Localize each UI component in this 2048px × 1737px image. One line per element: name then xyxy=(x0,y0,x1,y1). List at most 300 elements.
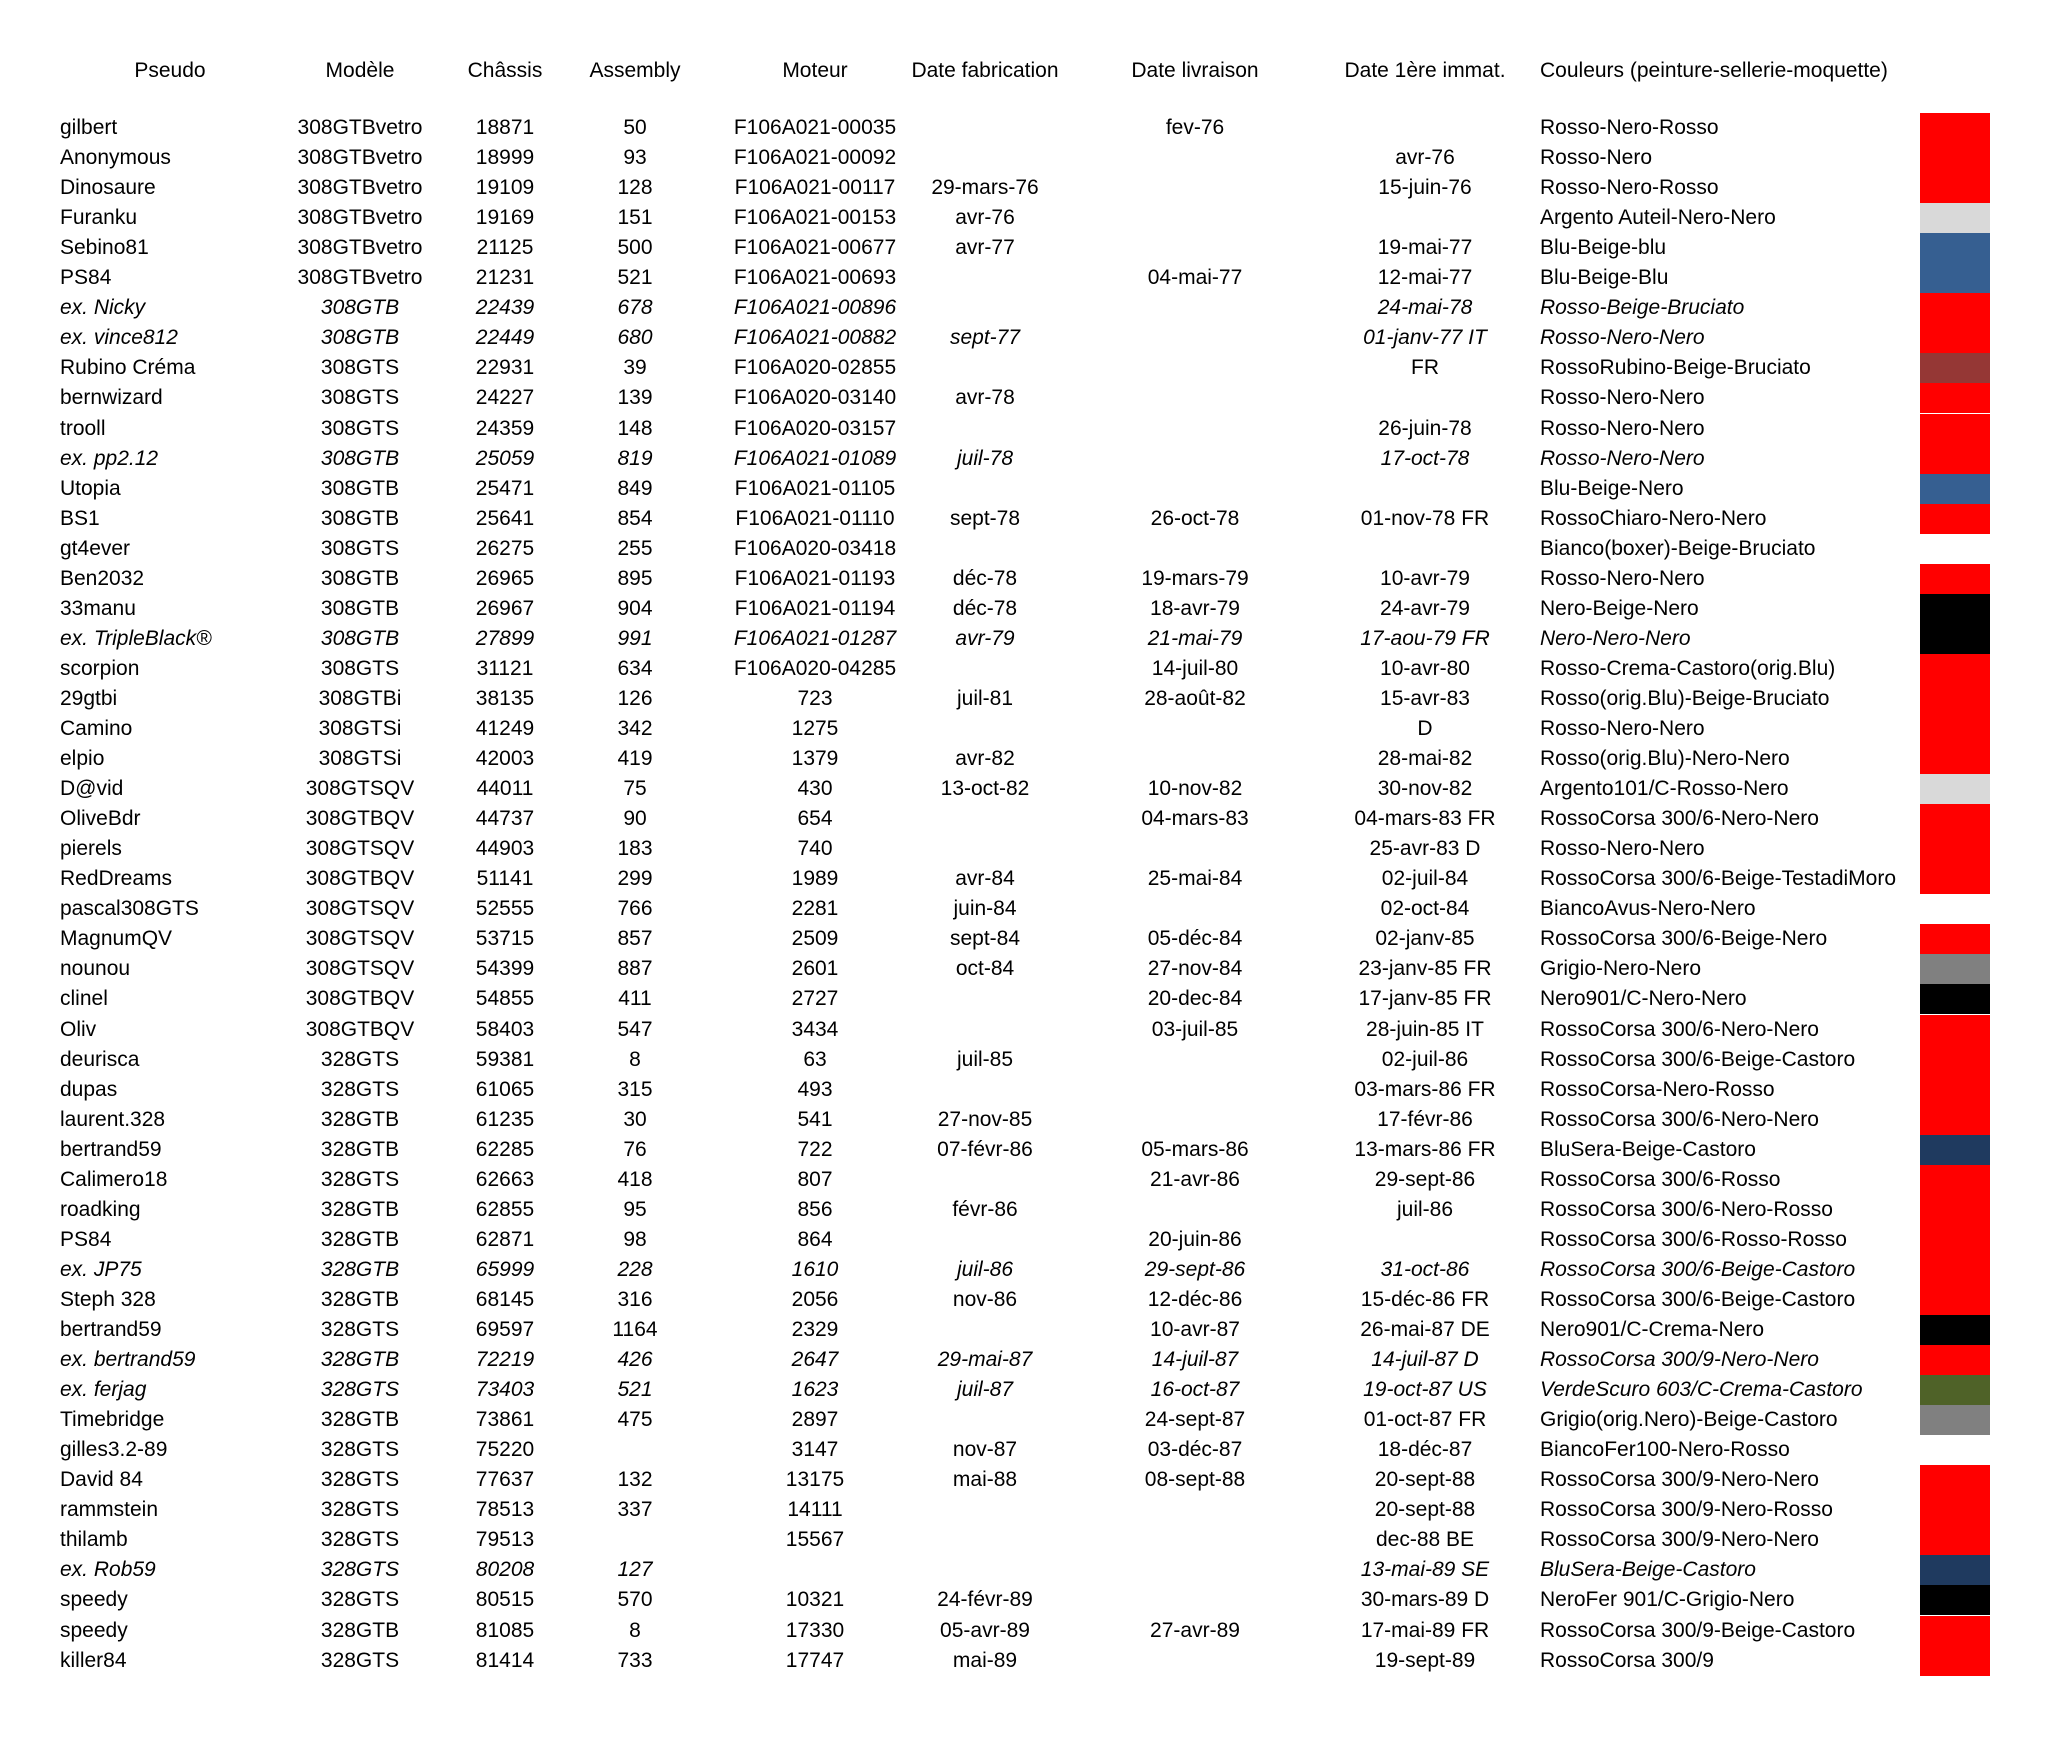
cell-fabrication: 24-févr-89 xyxy=(937,1588,1033,1612)
table-row xyxy=(0,263,2048,293)
cell-modele: 308GTSQV xyxy=(305,777,415,801)
cell-livraison: 08-sept-88 xyxy=(1144,1468,1246,1492)
table-row xyxy=(0,1495,2048,1525)
cell-fabrication: juil-86 xyxy=(956,1257,1014,1281)
cell-moteur: 1610 xyxy=(791,1257,839,1281)
cell-livraison: 10-nov-82 xyxy=(1147,777,1243,801)
cell-assembly: 547 xyxy=(617,1017,653,1041)
table-row xyxy=(0,1555,2048,1585)
cell-chassis: 52555 xyxy=(475,897,535,921)
table-row xyxy=(0,984,2048,1014)
cell-immat: 17-févr-86 xyxy=(1377,1107,1473,1131)
cell-immat xyxy=(1310,534,1540,564)
cell-livraison xyxy=(1100,143,1290,173)
cell-pseudo: Utopia xyxy=(60,476,121,500)
cell-assembly: 819 xyxy=(617,446,653,470)
cell-chassis: 73403 xyxy=(475,1378,535,1402)
cell-pseudo: MagnumQV xyxy=(60,927,173,951)
cell-chassis: 44011 xyxy=(476,777,534,801)
cell-modele: 308GTBQV xyxy=(305,807,415,831)
table-row xyxy=(0,1465,2048,1495)
cell-fabrication xyxy=(890,353,1080,383)
table-row xyxy=(0,774,2048,804)
cell-chassis: 77637 xyxy=(475,1468,535,1492)
cell-immat: 28-mai-82 xyxy=(1377,747,1473,771)
cell-assembly xyxy=(575,1525,695,1555)
cell-assembly: 8 xyxy=(629,1618,641,1642)
cell-moteur: 541 xyxy=(797,1107,833,1131)
cell-fabrication xyxy=(890,1405,1080,1435)
color-swatch xyxy=(1920,834,1990,864)
cell-couleurs: RossoCorsa 300/6-Beige-Castoro xyxy=(1540,1047,1856,1071)
cell-fabrication xyxy=(890,534,1080,564)
cell-livraison: 03-juil-85 xyxy=(1151,1017,1239,1041)
cell-modele: 328GTB xyxy=(320,1257,400,1281)
cell-assembly: 128 xyxy=(617,176,653,200)
cell-immat: 01-oct-87 FR xyxy=(1363,1408,1487,1432)
cell-modele: 328GTS xyxy=(320,1378,400,1402)
cell-couleurs: RossoCorsa 300/6-Rosso-Rosso xyxy=(1540,1227,1847,1251)
cell-modele: 328GTB xyxy=(320,1137,400,1161)
cell-chassis: 62855 xyxy=(475,1197,535,1221)
cell-pseudo: ex. TripleBlack® xyxy=(60,626,212,650)
table-row xyxy=(0,654,2048,684)
cell-pseudo: ex. Nicky xyxy=(60,296,146,320)
cell-assembly: 8 xyxy=(629,1047,641,1071)
table-row xyxy=(0,1435,2048,1465)
cell-immat: 03-mars-86 FR xyxy=(1354,1077,1496,1101)
color-swatch xyxy=(1920,1105,1990,1135)
cell-modele: 328GTB xyxy=(320,1227,400,1251)
cell-modele: 308GTSi xyxy=(318,747,402,771)
cell-moteur: 807 xyxy=(797,1167,833,1191)
cell-fabrication: juil-81 xyxy=(956,686,1014,710)
cell-moteur: 864 xyxy=(797,1227,833,1251)
cell-fabrication xyxy=(890,474,1080,504)
cell-pseudo: ex. ferjag xyxy=(60,1378,147,1402)
cell-modele: 308GTBvetro xyxy=(297,206,423,230)
cell-fabrication: déc-78 xyxy=(952,596,1018,620)
cell-chassis: 21231 xyxy=(475,266,535,290)
cell-immat: 30-mars-89 D xyxy=(1360,1588,1490,1612)
cell-immat: 17-oct-78 xyxy=(1380,446,1470,470)
cell-assembly: 255 xyxy=(617,536,653,560)
table-row xyxy=(0,383,2048,413)
cell-pseudo: clinel xyxy=(60,987,108,1011)
color-swatch xyxy=(1920,1616,1990,1646)
cell-modele: 308GTS xyxy=(320,386,400,410)
color-swatch xyxy=(1920,1285,1990,1315)
cell-modele: 308GTSQV xyxy=(305,897,415,921)
cell-immat xyxy=(1310,383,1540,413)
cell-couleurs: RossoCorsa 300/9-Nero-Nero xyxy=(1540,1348,1819,1372)
cell-immat: 24-avr-79 xyxy=(1380,596,1470,620)
cell-fabrication: sept-84 xyxy=(949,927,1021,951)
cell-livraison: 05-déc-84 xyxy=(1147,927,1243,951)
cell-pseudo: bertrand59 xyxy=(60,1137,162,1161)
cell-moteur: 3434 xyxy=(791,1017,839,1041)
cell-couleurs: RossoRubino-Beige-Bruciato xyxy=(1540,356,1811,380)
table-row xyxy=(0,444,2048,474)
cell-modele: 328GTB xyxy=(320,1107,400,1131)
cell-assembly: 570 xyxy=(617,1588,653,1612)
cell-fabrication: juil-87 xyxy=(956,1378,1014,1402)
cell-assembly: 733 xyxy=(617,1648,653,1672)
cell-livraison: 24-sept-87 xyxy=(1144,1408,1246,1432)
color-swatch xyxy=(1920,1315,1990,1345)
cell-couleurs: Blu-Beige-Blu xyxy=(1540,266,1669,290)
cell-modele: 308GTB xyxy=(320,446,400,470)
cell-assembly: 299 xyxy=(617,867,653,891)
cell-assembly: 887 xyxy=(617,957,653,981)
cell-modele: 308GTB xyxy=(320,326,400,350)
cell-livraison xyxy=(1100,1646,1290,1676)
cell-moteur: 2329 xyxy=(791,1318,839,1341)
cell-livraison: 16-oct-87 xyxy=(1150,1378,1240,1402)
cell-immat: 02-juil-84 xyxy=(1381,867,1469,891)
cell-assembly xyxy=(575,1435,695,1465)
cell-chassis: 62285 xyxy=(475,1137,535,1161)
color-swatch xyxy=(1920,353,1990,383)
cell-modele: 328GTS xyxy=(320,1528,400,1552)
color-swatch xyxy=(1920,1525,1990,1555)
cell-fabrication: juin-84 xyxy=(953,897,1017,921)
cell-modele: 308GTSQV xyxy=(305,837,415,861)
cell-couleurs: RossoCorsa 300/6-Beige-TestadiMoro xyxy=(1540,867,1897,891)
cell-modele: 308GTBvetro xyxy=(297,146,423,170)
cell-moteur: 10321 xyxy=(785,1588,845,1612)
cell-couleurs: Rosso-Nero-Nero xyxy=(1540,416,1705,440)
cell-moteur: F106A020-03157 xyxy=(733,416,897,440)
cell-chassis: 38135 xyxy=(475,686,535,710)
cell-couleurs: Rosso-Nero xyxy=(1540,146,1653,170)
cell-fabrication: avr-84 xyxy=(955,867,1015,891)
table-row xyxy=(0,1225,2048,1255)
cell-moteur: 856 xyxy=(797,1197,833,1221)
cell-chassis: 75220 xyxy=(475,1438,535,1462)
cell-immat: 02-juil-86 xyxy=(1381,1047,1469,1071)
cell-livraison xyxy=(1100,1045,1290,1075)
cell-assembly: 148 xyxy=(617,416,653,440)
table-row xyxy=(0,293,2048,323)
color-swatch xyxy=(1920,654,1990,684)
cell-modele: 308GTBQV xyxy=(305,987,415,1011)
color-swatch xyxy=(1920,894,1990,924)
cell-couleurs: RossoCorsa-Nero-Rosso xyxy=(1540,1077,1775,1101)
cell-assembly: 426 xyxy=(617,1348,653,1372)
cell-moteur: 2897 xyxy=(791,1408,839,1432)
column-header-pseudo: Pseudo xyxy=(134,59,206,82)
cell-assembly: 678 xyxy=(617,296,653,320)
table-row xyxy=(0,804,2048,834)
cell-couleurs: Rosso-Nero-Nero xyxy=(1540,566,1705,590)
cell-pseudo: Camino xyxy=(60,717,133,740)
cell-pseudo: roadking xyxy=(60,1197,141,1221)
cell-livraison xyxy=(1100,834,1290,864)
cell-livraison: 18-avr-79 xyxy=(1150,596,1240,620)
cell-livraison xyxy=(1100,414,1290,444)
cell-pseudo: scorpion xyxy=(60,656,140,680)
cell-modele: 308GTBvetro xyxy=(297,116,423,139)
color-swatch xyxy=(1920,143,1990,173)
cell-moteur: F106A020-03418 xyxy=(733,536,897,560)
cell-pseudo: thilamb xyxy=(60,1528,128,1552)
cell-chassis: 65999 xyxy=(475,1257,535,1281)
cell-immat: 15-déc-86 FR xyxy=(1360,1287,1490,1311)
cell-modele: 328GTB xyxy=(320,1197,400,1221)
cell-pseudo: speedy xyxy=(60,1588,128,1612)
cell-fabrication xyxy=(890,804,1080,834)
cell-couleurs: BiancoFer100-Nero-Rosso xyxy=(1540,1438,1790,1462)
color-swatch xyxy=(1920,1015,1990,1045)
table-row xyxy=(0,1525,2048,1555)
cell-modele: 328GTS xyxy=(320,1648,400,1672)
cell-fabrication: 13-oct-82 xyxy=(940,777,1030,801)
cell-fabrication xyxy=(890,113,1080,143)
cell-pseudo: Steph 328 xyxy=(60,1287,156,1311)
cell-modele: 308GTB xyxy=(320,296,400,320)
cell-immat: 13-mai-89 SE xyxy=(1360,1558,1490,1582)
color-swatch xyxy=(1920,1345,1990,1375)
cell-immat: 20-sept-88 xyxy=(1374,1498,1476,1522)
cell-livraison: 25-mai-84 xyxy=(1147,867,1243,891)
cell-fabrication xyxy=(890,1315,1080,1345)
cell-assembly: 521 xyxy=(617,266,653,290)
cell-assembly: 849 xyxy=(617,476,653,500)
cell-livraison: 27-avr-89 xyxy=(1150,1618,1240,1642)
color-swatch xyxy=(1920,744,1990,774)
cell-pseudo: 29gtbi xyxy=(60,686,118,710)
cell-moteur: 63 xyxy=(803,1047,827,1071)
cell-livraison: 29-sept-86 xyxy=(1144,1257,1246,1281)
cell-assembly: 127 xyxy=(617,1558,653,1582)
cell-pseudo: laurent.328 xyxy=(60,1107,166,1131)
cell-moteur: 15567 xyxy=(785,1528,845,1552)
cell-immat: 14-juil-87 D xyxy=(1371,1348,1479,1372)
cell-fabrication xyxy=(890,714,1080,744)
table-row xyxy=(0,1105,2048,1135)
cell-moteur: 723 xyxy=(797,686,833,710)
cell-livraison xyxy=(1100,173,1290,203)
cell-livraison: 28-août-82 xyxy=(1144,686,1246,710)
color-swatch xyxy=(1920,263,1990,293)
cell-chassis: 62663 xyxy=(475,1167,535,1191)
column-header-chassis: Châssis xyxy=(467,59,543,82)
cell-immat: dec-88 BE xyxy=(1375,1528,1475,1552)
cell-chassis: 78513 xyxy=(475,1498,535,1522)
cell-pseudo: 33manu xyxy=(60,596,136,620)
cell-moteur: F106A020-03140 xyxy=(733,386,897,410)
table-row xyxy=(0,954,2048,984)
cell-immat: 23-janv-85 FR xyxy=(1358,957,1492,981)
cell-livraison: 20-juin-86 xyxy=(1148,1227,1242,1251)
cell-chassis: 22931 xyxy=(475,356,535,380)
column-header-modele: Modèle xyxy=(325,59,395,82)
cell-immat: 19-mai-77 xyxy=(1377,236,1473,260)
table-row xyxy=(0,414,2048,444)
cell-moteur: 17747 xyxy=(785,1648,845,1672)
color-swatch xyxy=(1920,444,1990,474)
table-row xyxy=(0,1285,2048,1315)
cell-couleurs: Bianco(boxer)-Beige-Bruciato xyxy=(1540,536,1816,560)
cell-assembly: 418 xyxy=(617,1167,653,1191)
cell-livraison xyxy=(1100,1105,1290,1135)
cell-couleurs: Rosso-Nero-Nero xyxy=(1540,386,1705,410)
table-row xyxy=(0,1045,2048,1075)
cell-couleurs: Rosso-Nero-Nero xyxy=(1540,837,1705,861)
cell-immat: 17-janv-85 FR xyxy=(1358,987,1492,1011)
color-swatch xyxy=(1920,203,1990,233)
table-row xyxy=(0,564,2048,594)
cell-immat: 17-aou-79 FR xyxy=(1360,626,1490,650)
color-swatch xyxy=(1920,113,1990,143)
color-swatch xyxy=(1920,864,1990,894)
cell-fabrication: juil-85 xyxy=(956,1047,1014,1071)
cell-assembly: 50 xyxy=(623,116,647,139)
cell-chassis: 24359 xyxy=(475,416,535,440)
cell-fabrication xyxy=(890,1165,1080,1195)
cell-fabrication: mai-88 xyxy=(952,1468,1018,1492)
cell-assembly: 228 xyxy=(617,1257,653,1281)
cell-chassis: 22439 xyxy=(475,296,535,320)
color-swatch xyxy=(1920,714,1990,744)
cell-chassis: 61065 xyxy=(475,1077,535,1101)
cell-fabrication: sept-77 xyxy=(949,326,1021,350)
cell-immat: 26-mai-87 DE xyxy=(1360,1318,1490,1341)
cell-couleurs: RossoChiaro-Nero-Nero xyxy=(1540,506,1767,530)
cell-fabrication: avr-78 xyxy=(955,386,1015,410)
cell-pseudo: ex. bertrand59 xyxy=(60,1348,196,1372)
cell-assembly: 634 xyxy=(617,656,653,680)
cell-livraison: 27-nov-84 xyxy=(1147,957,1243,981)
cell-chassis: 79513 xyxy=(475,1528,535,1552)
cell-couleurs: NeroFer 901/C-Grigio-Nero xyxy=(1540,1588,1795,1612)
cell-moteur: 14111 xyxy=(787,1498,843,1522)
cell-pseudo: deurisca xyxy=(60,1047,140,1071)
cell-fabrication xyxy=(890,1075,1080,1105)
table-row xyxy=(0,1135,2048,1165)
cell-chassis: 80515 xyxy=(475,1588,535,1612)
cell-moteur: 1275 xyxy=(791,717,839,740)
cell-pseudo: speedy xyxy=(60,1618,128,1642)
cell-pseudo: Oliv xyxy=(60,1017,97,1041)
cell-couleurs: RossoCorsa 300/9-Nero-Rosso xyxy=(1540,1498,1833,1522)
cell-livraison xyxy=(1100,293,1290,323)
cell-pseudo: Timebridge xyxy=(60,1408,165,1432)
cell-moteur: 13175 xyxy=(785,1468,845,1492)
cell-couleurs: Nero901/C-Crema-Nero xyxy=(1540,1318,1765,1341)
cell-immat: 15-juin-76 xyxy=(1378,176,1472,200)
cell-immat xyxy=(1310,1225,1540,1255)
cell-fabrication xyxy=(890,834,1080,864)
cell-assembly: 411 xyxy=(618,987,652,1011)
cell-modele: 328GTB xyxy=(320,1348,400,1372)
cell-chassis: 19109 xyxy=(475,176,535,200)
table-row xyxy=(0,534,2048,564)
cell-fabrication: nov-87 xyxy=(952,1438,1018,1462)
cell-pseudo: Rubino Créma xyxy=(60,356,196,380)
cell-pseudo: OliveBdr xyxy=(60,807,141,831)
cell-fabrication: nov-86 xyxy=(952,1287,1018,1311)
color-swatch xyxy=(1920,1495,1990,1525)
cell-moteur: F106A021-00677 xyxy=(733,236,897,260)
table-row xyxy=(0,1375,2048,1405)
cell-couleurs: BluSera-Beige-Castoro xyxy=(1540,1558,1756,1582)
color-swatch xyxy=(1920,504,1990,534)
cell-immat: 31-oct-86 xyxy=(1380,1257,1470,1281)
cell-immat: 19-oct-87 US xyxy=(1363,1378,1487,1402)
cell-immat: 10-avr-79 xyxy=(1380,566,1470,590)
cell-modele: 328GTS xyxy=(320,1558,400,1582)
color-swatch xyxy=(1920,383,1990,413)
cell-chassis: 73861 xyxy=(475,1408,535,1432)
cell-assembly: 342 xyxy=(617,717,653,740)
cell-modele: 308GTSQV xyxy=(305,957,415,981)
cell-pseudo: David 84 xyxy=(60,1468,143,1492)
cell-fabrication xyxy=(890,1555,1080,1585)
cell-pseudo: D@vid xyxy=(60,777,124,801)
cell-fabrication xyxy=(890,1495,1080,1525)
cell-livraison xyxy=(1100,534,1290,564)
cell-fabrication: 29-mars-76 xyxy=(931,176,1039,200)
cell-pseudo: pascal308GTS xyxy=(60,897,199,921)
cell-immat: 30-nov-82 xyxy=(1377,777,1473,801)
color-swatch xyxy=(1920,1135,1990,1165)
cell-couleurs: RossoCorsa 300/9-Nero-Nero xyxy=(1540,1528,1819,1552)
cell-couleurs: BluSera-Beige-Castoro xyxy=(1540,1137,1756,1161)
cell-modele: 308GTSi xyxy=(318,717,402,740)
cell-immat: 24-mai-78 xyxy=(1377,296,1473,320)
cell-assembly: 316 xyxy=(617,1287,653,1311)
cell-immat: 25-avr-83 D xyxy=(1369,837,1481,861)
cell-chassis: 25641 xyxy=(475,506,535,530)
table-row xyxy=(0,744,2048,774)
cell-modele: 308GTB xyxy=(320,596,400,620)
cell-chassis: 80208 xyxy=(475,1558,535,1582)
cell-assembly: 98 xyxy=(623,1227,647,1251)
cell-couleurs: RossoCorsa 300/6-Beige-Castoro xyxy=(1540,1257,1856,1281)
cell-livraison: fev-76 xyxy=(1165,116,1225,139)
cell-couleurs: Argento Auteil-Nero-Nero xyxy=(1540,206,1776,230)
cell-couleurs: Rosso(orig.Blu)-Beige-Bruciato xyxy=(1540,686,1830,710)
table-row xyxy=(0,504,2048,534)
cell-pseudo: gt4ever xyxy=(60,536,131,560)
cell-assembly: 95 xyxy=(623,1197,647,1221)
cell-fabrication: 07-févr-86 xyxy=(937,1137,1033,1161)
cell-chassis: 44903 xyxy=(475,837,535,861)
column-header-immat: Date 1ère immat. xyxy=(1344,59,1506,82)
cell-modele: 328GTS xyxy=(320,1167,400,1191)
cell-modele: 308GTS xyxy=(320,356,400,380)
cell-chassis: 54399 xyxy=(475,957,535,981)
cell-modele: 328GTS xyxy=(320,1318,400,1341)
cell-modele: 308GTSQV xyxy=(305,927,415,951)
cell-fabrication: mai-89 xyxy=(952,1648,1018,1672)
color-swatch xyxy=(1920,1195,1990,1225)
cell-immat xyxy=(1310,203,1540,233)
cell-modele: 328GTB xyxy=(320,1287,400,1311)
cell-couleurs: Nero901/C-Nero-Nero xyxy=(1540,987,1747,1011)
cell-assembly: 475 xyxy=(617,1408,653,1432)
cell-assembly: 500 xyxy=(617,236,653,260)
cell-couleurs: Blu-Beige-blu xyxy=(1540,236,1667,260)
cell-modele: 328GTS xyxy=(320,1588,400,1612)
cell-chassis: 26275 xyxy=(475,536,535,560)
table-row xyxy=(0,1405,2048,1435)
cell-chassis: 53715 xyxy=(475,927,535,951)
color-swatch xyxy=(1920,1375,1990,1405)
color-swatch xyxy=(1920,534,1990,564)
